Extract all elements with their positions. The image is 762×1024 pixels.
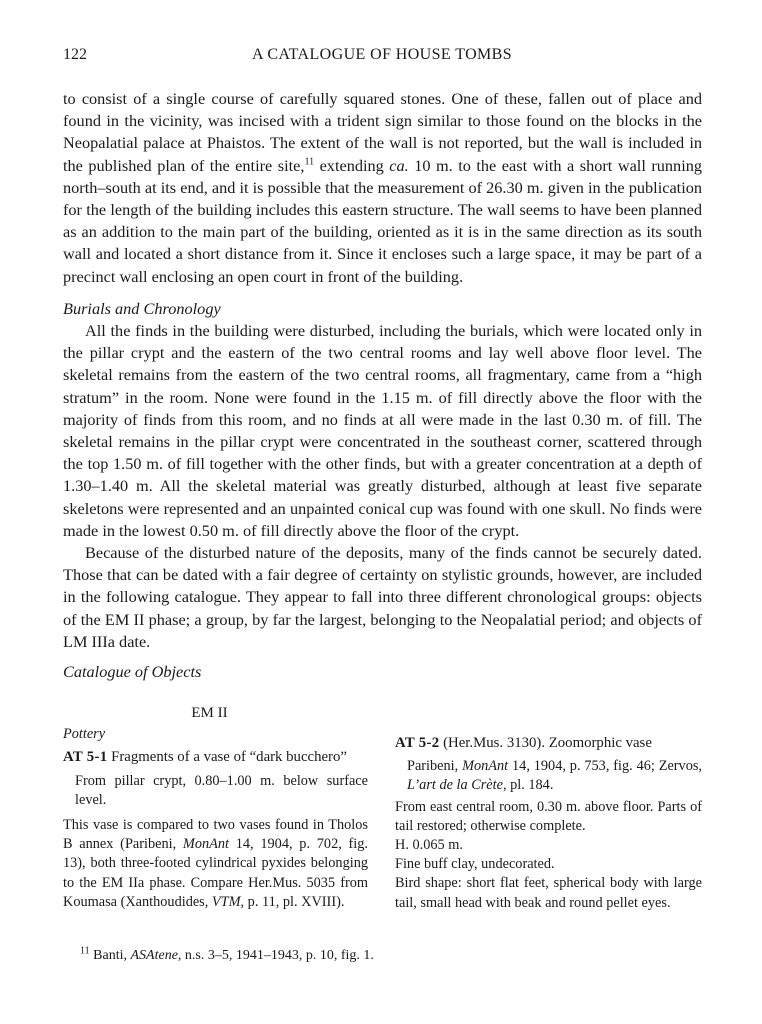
- main-text: [63, 88, 702, 683]
- catalogue-left-column: [63, 704, 368, 912]
- entry-id: AT 5-1: [63, 749, 108, 766]
- entry-id: AT 5-2: [395, 735, 440, 751]
- paragraph-wall: to consist of a single course of carefully squared stones. One of these, fallen out of place and found in the vicinity, was incised with a trident sign similar to those found on the blocks in the Neopalatial palace at Phaistos. The extent of the wall is not reported, but the wall is included in the published plan of the entire site,$^{11}$ extending ca. 10 m. to the east with a short wall running north–south at its end, and it is possible that the measurement of 26.30 m. given in the publication for the length of the building includes this eastern structure. The wall seems to have been planned as an addition to the main part of the building, oriented as it is in the same direction as its south wall and located a short distance from it. Since it encloses such a large space, it may be part of a precinct wall enclosing an open court in front of the building.: [63, 89, 703, 286]
- footnote-number: 11: [80, 945, 90, 957]
- page-number: 122: [63, 46, 87, 63]
- entry-fabric: Fine buff clay, undecorated.: [395, 856, 555, 873]
- period-heading: EM II: [191, 705, 228, 721]
- paragraph-burials: All the finds in the building were disturbed, including the burials, which were located only in the pillar crypt and the eastern of the two central rooms and lay well above floor level. The skeletal remains from the eastern of the two central rooms, all fragmentary, came from a “high stratum” in the room. None were found in the 1.15 m. of fill directly above the floor with the majority of finds from this room, and no finds at all were made in the last 0.30 m. of fill. The skeletal remains in the pillar crypt were concentrated in the southeast corner, scattered through the top 1.50 m. of fill together with the other finds, but with a greater concentration at a depth of 1.30–1.40 m. All the skeletal material was greatly disturbed, although at least five separate skeletons were represented and an unpainted conical cup was found with one skull. No finds were made in the lowest 0.50 m. of fill directly above the floor of the crypt.: [63, 321, 702, 540]
- entry-findspot: From east central room, 0.30 m. above floor. Parts of tail restored; otherwise complete.: [395, 798, 702, 834]
- entry-findspot: From pillar crypt, 0.80–1.00 m. below surface level.: [75, 772, 368, 808]
- footnote-ref[interactable]: 11: [304, 156, 315, 168]
- catalogue-right-column: [395, 734, 702, 913]
- entry-reference: Paribeni, MonAnt 14, 1904, p. 753, fig. 46; Zervos, L’art de la Crète, pl. 184.: [407, 758, 702, 794]
- footnote: $^{11}$ Banti, ASAtene, n.s. 3–5, 1941–1943, p. 10, fig. 1.: [80, 945, 374, 963]
- entry-title-at5-2: AT 5-2 (Her.Mus. 3130). Zoomorphic vase: [395, 735, 652, 751]
- entry-height: H. 0.065 m.: [395, 837, 463, 854]
- paragraph-chronology: Because of the disturbed nature of the deposits, many of the finds cannot be securely dated. Those that can be dated with a fair degree of certainty on stylistic grounds, however, are included in the following catalogue. They appear to fall into three different chronological groups: objects of the EM II phase; a group, by far the largest, belonging to the Neopalatial period; and objects of LM IIIa date.: [63, 543, 702, 651]
- running-title: A CATALOGUE OF HOUSE TOMBS: [251, 46, 513, 63]
- page-header: [63, 46, 701, 70]
- section-heading-burials: Burials and Chronology: [63, 298, 221, 318]
- section-heading-catalogue: Catalogue of Objects: [63, 662, 202, 682]
- category-heading: Pottery: [63, 726, 106, 743]
- catalogue-columns: [63, 704, 702, 924]
- entry-title-at5-1: AT 5-1 Fragments of a vase of “dark bucchero”: [63, 749, 347, 766]
- entry-shape: Bird shape: short flat feet, spherical body with large tail, small head with beak and round pellet eyes.: [395, 875, 702, 911]
- entry-description: This vase is compared to two vases found in Tholos B annex (Paribeni, MonAnt 14, 1904, p. 702, fig. 13), both three-footed cylindrical pyxides belonging to the EM IIa phase. Compare Her.Mus. 5035 from Koumasa (Xanthoudides, VTM, p. 11, pl. XVIII).: [63, 817, 369, 910]
